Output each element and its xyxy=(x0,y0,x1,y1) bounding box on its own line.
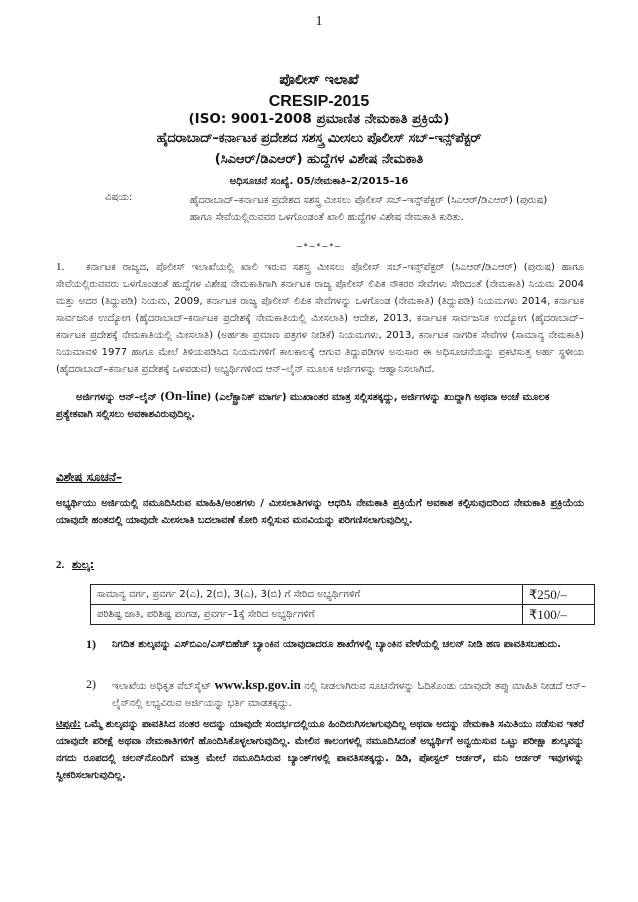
post-title: ಹೈದರಾಬಾದ್–ಕರ್ನಾಟಕ ಪ್ರದೇಶದ ಸಶಸ್ತ್ರ ಮೀಸಲು ಪೊಲೀಸ್ ಸಬ್–ಇನ್ಸ್‌ಪೆಕ್ಟರ್ xyxy=(156,131,482,146)
separator: ~*~*~*~ xyxy=(296,242,342,251)
website-link[interactable]: www.ksp.gov.in xyxy=(214,677,301,692)
paragraph-1-text: ಕರ್ನಾಟಕ ರಾಜ್ಯದ, ಪೊಲೀಸ್ ಇಲಾಖೆಯಲ್ಲಿ ಖಾಲಿ ಇರುವ ಸಶಸ್ತ್ರ ಮೀಸಲು ಪೊಲೀಸ್ ಸಬ್–ಇನ್ಸ್‌ಪೆಕ್ಟರ್ (ಸಿಎಆರ್/ಡಿಎಆರ್) (ಪುರುಷ) ಹಾಗೂ ಸೇವೆಯಲ್ಲಿರುವವರು ಒಳಗೊಂಡಂತೆ ಹುದ್ದೆಗಳ ವಿಶೇಷ ನೇಮಕಾತಿಗಾಗಿ ಕರ್ನಾಟಕ ರಾಜ್ಯ ಪೊಲೀಸ್ ಲಿಪಿಕ ನೌಕರರ ಸೇವೆಗಳು ಸೇರಿದಂತೆ (ನೇಮಕಾತಿ) ನಿಯಮ 2004 ಮತ್ತು ಅದರ (ತಿದ್ದುಪಡಿ) ನಿಯಮ, 2009, ಕರ್ನಾಟಕ ರಾಜ್ಯ ಪೊಲೀಸ್ ಲಿಪಿಕ ಸೇವೆಗಳನ್ನು ಒಳಗೊಂಡ (ನೇಮಕಾತಿ) (ತಿದ್ದುಪಡಿ) ನಿಯಮಗಳು 2014, ಕರ್ನಾಟಕ ಸಾರ್ವಜನಿಕ ಉದ್ಯೋಗ (ಹೈದರಾಬಾದ್–ಕರ್ನಾಟಕ ಪ್ರದೇಶಕ್ಕೆ ನೇಮಕಾತಿಯಲ್ಲಿ ಮೀಸಲಾತಿ) ಆದೇಶ, 2013, ಕರ್ನಾಟಕ ಸಾರ್ವಜನಿಕ ಉದ್ಯೋಗ (ಹೈದರಾಬಾದ್–ಕರ್ನಾಟಕ ಪ್ರದೇಶಕ್ಕೆ ನೇಮಕಾತಿಯಲ್ಲಿ ಮೀಸಲಾತಿ) (ಅರ್ಹತಾ ಪ್ರಮಾಣ ಪತ್ರಗಳ ನೀಡಿಕೆ) ನಿಯಮಗಳು, 2013, ಕರ್ನಾಟಕ ನಾಗರಿಕ ಸೇವೆಗಳ (ಸಾಮಾನ್ಯ ನೇಮಕಾತಿ) ನಿಯಮಾವಳಿ 1977 ಹಾಗೂ ಮೇಲೆ ತಿಳಿಯಪಡಿಸಿದ ನಿಯಮಗಳಿಗೆ ಕಾಲಕಾಲಕ್ಕೆ ಆಗುವ ತಿದ್ದುಪಡಿಗಳ ಅನುಸಾರ ಈ ಅಧಿಸೂಚನೆಯನ್ನು ಪ್ರಕಟಿಸುತ್ತ ಅರ್ಹ ಸ್ಥಳೀಯ (ಹೈದರಾಬಾದ್–ಕರ್ನಾಟಕ ಪ್ರದೇಶಕ್ಕೆ ಒಳಪಡುವ) ಅಭ್ಯರ್ಥಿಗಳಿಂದ ಆನ್–ಲೈನ್ ಮೂಲಕ ಅರ್ಜಿಗಳನ್ನು ಆಹ್ವಾನಿಸಲಾಗಿದೆ. xyxy=(56,262,584,375)
item-2-pre: ಇಲಾಖೆಯ ಅಧಿಕೃತ ವೆಬ್‌ಸೈಟ್ xyxy=(112,681,215,692)
note-label: ಟಿಪ್ಪಣಿ: xyxy=(56,719,81,730)
fee-amount: ₹250/– xyxy=(523,585,595,605)
fee-item-1 xyxy=(86,636,586,653)
fee-category: ಪರಿಶಿಷ್ಟ ಜಾತಿ, ಪರಿಶಿಷ್ಟ ಪಂಗಡ, ಪ್ರವರ್ಗ–1ಕ್ಕೆ ಸೇರಿದ ಅಭ್ಯರ್ಥಿಗಳಿಗೆ xyxy=(91,605,523,625)
item-text xyxy=(112,676,586,712)
paragraph-2 xyxy=(56,387,584,423)
online-term: On-line xyxy=(164,388,207,403)
page-number: 1 xyxy=(315,14,323,29)
fee-item-2 xyxy=(86,676,586,712)
subject-label: ವಿಷಯ: xyxy=(105,192,133,203)
paragraph-2-pre: ಅರ್ಜಿಗಳನ್ನು ಆನ್–ಲೈನ್ ( xyxy=(76,392,165,403)
fee-category: ಸಾಮಾನ್ಯ ವರ್ಗ, ಪ್ರವರ್ಗ 2(ಎ), 2(ಬಿ), 3(ಎ), 3(ಬಿ) ಗೆ ಸೇರಿದ ಅಭ್ಯರ್ಥಿಗಳಿಗೆ xyxy=(91,585,523,605)
note-paragraph xyxy=(56,716,584,784)
table-row xyxy=(91,585,595,605)
fees-label: ಶುಲ್ಕ: xyxy=(71,558,95,571)
paragraph-number: 1. xyxy=(56,261,65,273)
fees-heading xyxy=(56,558,94,572)
fees-number: 2. xyxy=(56,559,65,571)
fee-amount: ₹100/– xyxy=(523,605,595,625)
table-row xyxy=(91,605,595,625)
subject-text: ಹೈದರಾಬಾದ್–ಕರ್ನಾಟಕ ಪ್ರದೇಶದ ಸಶಸ್ತ್ರ ಮೀಸಲು ಪೊಲೀಸ್ ಸಬ್–ಇನ್ಸ್‌ಪೆಕ್ಟರ್ (ಸಿಎಆರ್/ಡಿಎಆರ್) (ಪುರುಷ) ಹಾಗೂ ಸೇವೆಯಲ್ಲಿರುವವರ ಒಳಗೊಂಡಂತೆ ಖಾಲಿ ಹುದ್ದೆಗಳ ವಿಶೇಷ ನೇಮಕಾತಿ ಕುರಿತು. xyxy=(190,195,548,223)
document-code: CRESIP-2015 xyxy=(268,93,370,110)
post-subtitle: (ಸಿಎಆರ್/ಡಿಎಆರ್) ಹುದ್ದೆಗಳ ವಿಶೇಷ ನೇಮಕಾತಿ xyxy=(214,152,424,167)
special-note-text: ಅಭ್ಯರ್ಥಿಯು ಅರ್ಜಿಯಲ್ಲಿ ನಮೂದಿಸಿರುವ ಮಾಹಿತಿ/ಅಂಶಗಳು / ಮೀಸಲಾತಿಗಳನ್ನು ಆಧರಿಸಿ ನೇಮಕಾತಿ ಪ್ರಕ್ರಿಯೆಗೆ ಅವಕಾಶ ಕಲ್ಪಿಸುವುದರಿಂದ ನೇಮಕಾತಿ ಪ್ರಕ್ರಿಯೆಯ ಯಾವುದೇ ಹಂತದಲ್ಲಿ ಯಾವುದೇ ಮೀಸಲಾತಿ ಬದಲಾವಣೆ ಕೋರಿ ಸಲ್ಲಿಸುವ ಮನವಿಯನ್ನು ಪರಿಗಣಿಸಲಾಗುವುದಿಲ್ಲ. xyxy=(56,498,584,526)
paragraph-2-post: ) (ಎಲೆಕ್ಟ್ರಾನಿಕ್ ಮಾರ್ಗ) ಮುಖಾಂತರ ಮಾತ್ರ ಸಲ್ಲಿಸತಕ್ಕದ್ದು, ಅರ್ಜಿಗಳನ್ನು ಖುದ್ದಾಗಿ ಅಥವಾ ಅಂಚೆ ಮೂಲಕ ಪ್ರತ್ಯೇಕವಾಗಿ ಸಲ್ಲಿಸಲು ಅವಕಾಶವಿರುವುದಿಲ್ಲ. xyxy=(56,392,550,420)
notification-number: ಅಧಿಸೂಚನೆ ಸಂಖ್ಯೆ. 05/ನೇಮಕಾತಿ–2/2015–16 xyxy=(229,176,409,187)
fees-table xyxy=(90,584,595,625)
special-note-heading: ವಿಶೇಷ ಸೂಚನೆ– xyxy=(56,470,122,484)
iso-line: (ISO: 9001-2008 ಪ್ರಮಾಣಿತ ನೇಮಕಾತಿ ಪ್ರಕ್ರಿಯೆ) xyxy=(188,111,450,127)
paragraph-1 xyxy=(56,259,584,378)
item-2-post: ನಲ್ಲಿ ನೀಡಲಾಗಿರುವ ಸೂಚನೆಗಳನ್ನು ಓದಿಕೊಂಡು ಯಾವುದೇ ತಪ್ಪು ಮಾಹಿತಿ ನೀಡದೆ ಆನ್–ಲೈನ್‌ನಲ್ಲಿ ಲಭ್ಯವಿರುವ ಅರ್ಜಿಯನ್ನು ಭರ್ತಿ ಮಾಡತಕ್ಕದ್ದು. xyxy=(112,681,586,709)
department-title: ಪೊಲೀಸ್ ಇಲಾಖೆ xyxy=(279,72,359,88)
note-text: ಒಮ್ಮೆ ಶುಲ್ಕವನ್ನು ಪಾವತಿಸಿದ ನಂತರ ಅದನ್ನು ಯಾವುದೇ ಸಂದರ್ಭದಲ್ಲಿಯೂ ಹಿಂದಿರುಗಿಸಲಾಗುವುದಿಲ್ಲ ಅಥವಾ ಅದನ್ನು ನೇಮಕಾತಿ ಸಮಿತಿಯು ನಡೆಸುವ ಇತರೆ ಯಾವುದೇ ಪರೀಕ್ಷೆ ಅಥವಾ ನೇಮಕಾತಿಗಳಿಗೆ ಹೊಂದಿಸಿಕೊಳ್ಳಲಾಗುವುದಿಲ್ಲ. ಮೇಲಿನ ಕಾಲಂಗಳಲ್ಲಿ ನಮೂದಿಸಿದಂತೆ ಅಭ್ಯರ್ಥಿಗೆ ಅನ್ವಯಿಸುವ ಒಟ್ಟು ಪರೀಕ್ಷಾ ಶುಲ್ಕವನ್ನು ನಗದು ರೂಪದಲ್ಲಿ ಚಲನ್‌ನೊಂದಿಗೆ ಮಾತ್ರ ಮೇಲೆ ನಮೂದಿಸಿರುವ ಬ್ಯಾಂಕ್‌ಗಳಲ್ಲಿ ಪಾವತಿಸತಕ್ಕದ್ದು. ಡಿಡಿ, ಪೋಸ್ಟಲ್ ಆರ್ಡರ್, ಮನಿ ಆರ್ಡರ್ ಇವುಗಳನ್ನು ಸ್ವೀಕರಿಸಲಾಗುವುದಿಲ್ಲ. xyxy=(56,719,584,781)
item-number: 2) xyxy=(86,677,96,691)
item-number: 1) xyxy=(86,637,96,651)
item-text: ನಿಗದಿತ ಶುಲ್ಕವನ್ನು ಎಸ್‌ಬಿಎಂ/ಎಸ್‌ಬಿಹೆಚ್ ಬ್ಯಾಂಕಿನ ಯಾವುದಾದರೂ ಶಾಖೆಗಳಲ್ಲಿ ಬ್ಯಾಂಕಿನ ವೇಳೆಯಲ್ಲಿ ಚಲನ್ ನೀಡಿ ಹಣ ಪಾವತಿಸಬಹುದು. xyxy=(112,639,561,650)
